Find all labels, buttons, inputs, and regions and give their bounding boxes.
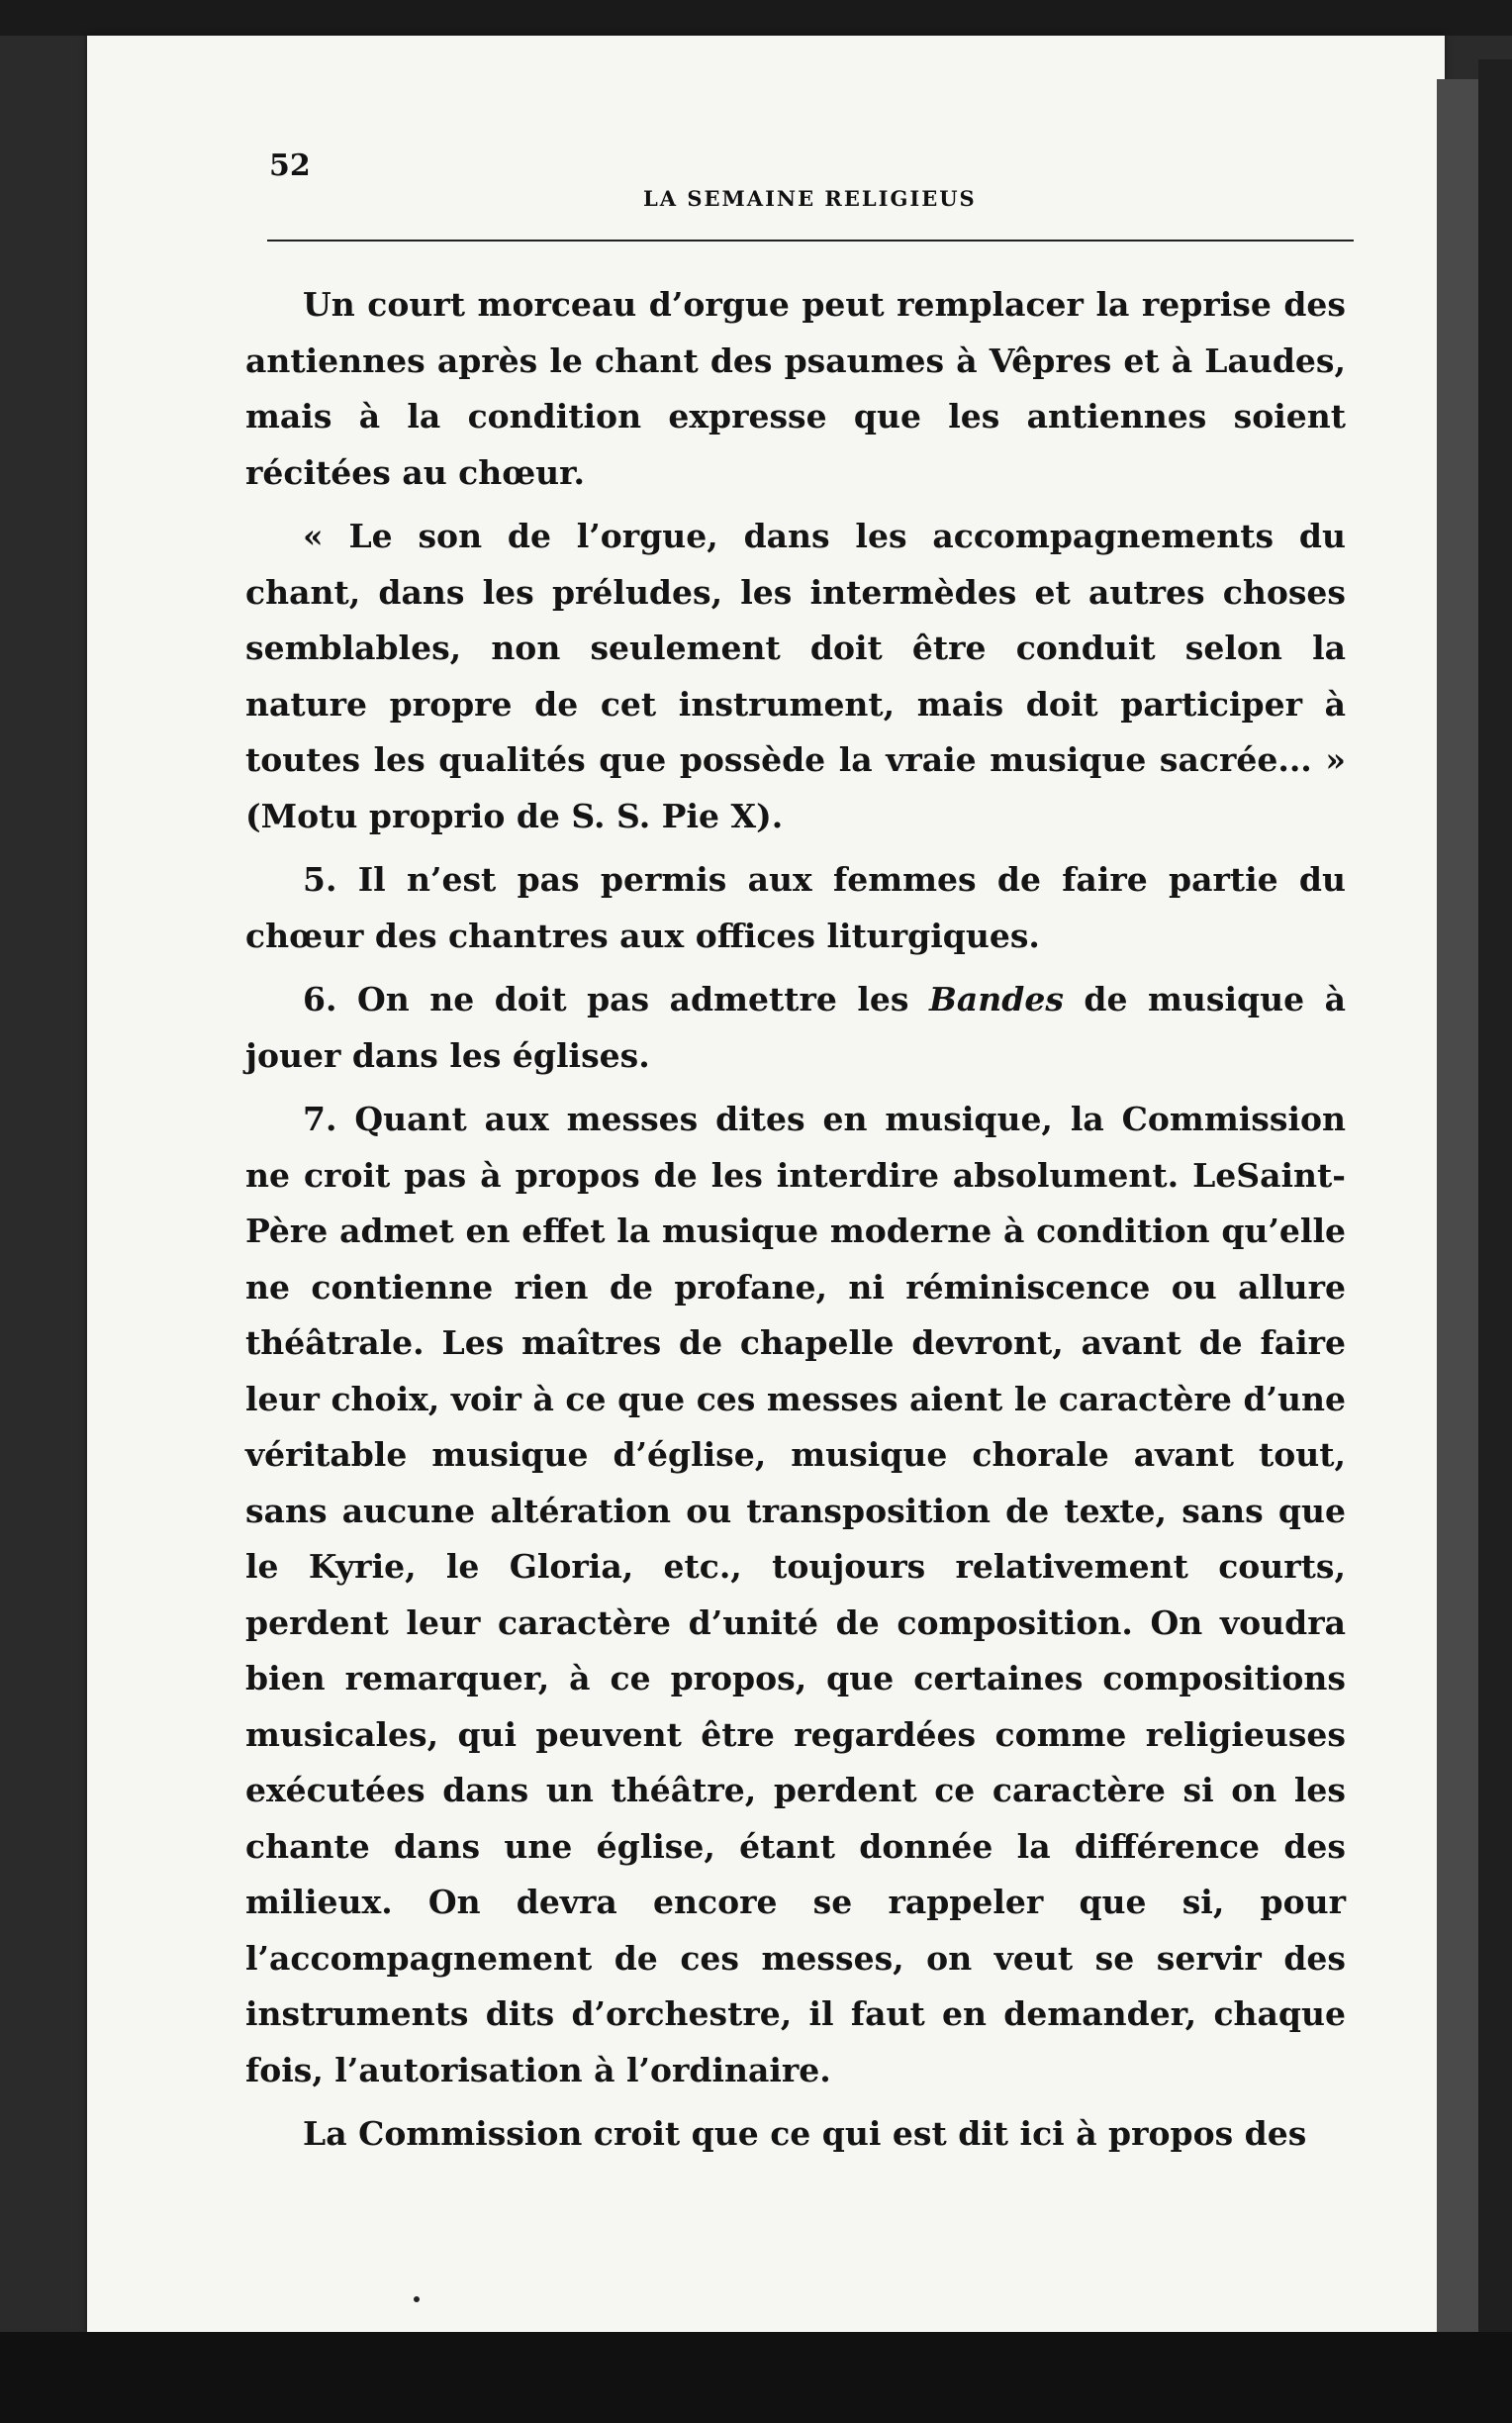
paragraph-item-7: 7. Quant aux messes dites en musique, la Commission ne croit pas à propos de les interdire absolument. LeSaint-Père admet en effet la musique moderne à condition qu’elle ne contienne rien de profane, ni réminiscence ou allure théâtrale. Les maîtres de chapelle devront, avant de faire leur choix, voir à ce que ces messes aient le caractère d’une véritable musique d’église, musique chorale avant tout, sans aucune altération ou transposition de texte, sans que le Kyrie, le Gloria, etc., toujours relativement courts, perdent leur caractère d’unité de composition. On voudra bien remarquer, à ce propos, que certaines compositions musicales, qui peuvent être regardées comme religieuses exécutées dans un théâtre, perdent ce caractère si on les chante dans une église, étant donnée la différence des milieux. On devra encore se rappeler que si, pour l’accompagnement de ces messes, on veut se servir des instruments dits d’orchestre, il faut en demander, chaque fois, l’autorisation à l’ordinaire. bbox=[245, 1100, 1346, 2089]
paragraph-item-6-emphasis: Bandes bbox=[929, 980, 1064, 1018]
paragraph-organ-antiphons: Un court morceau d’orgue peut remplacer la reprise des antiennes après le chant des psaumes à Vêpres et à Laudes, mais à la condition expresse que les antiennes soient récitées au chœur. bbox=[245, 285, 1346, 492]
running-title: LA SEMAINE RELIGIEUS bbox=[643, 186, 977, 211]
scan-border-top bbox=[0, 0, 1512, 36]
scan-border-right bbox=[1478, 59, 1512, 2336]
paragraph-item-6 bbox=[245, 972, 1346, 1084]
paragraph-item-6-end: de musique à jouer dans les églises. bbox=[245, 980, 1346, 1075]
paragraph-commission-continued: La Commission croit que ce qui est dit ici à propos des bbox=[303, 2114, 1307, 2153]
page-number: 52 bbox=[269, 148, 311, 183]
page-body bbox=[245, 277, 1346, 2171]
scan-border-bottom bbox=[0, 2332, 1512, 2423]
page-mark bbox=[414, 2296, 420, 2302]
paragraph-item-6-start: 6. On ne doit pas admettre les bbox=[303, 980, 929, 1018]
page-header bbox=[178, 148, 1356, 211]
paragraph-motu-proprio-quote: « Le son de l’orgue, dans les accompagnements du chant, dans les préludes, les intermèdes et autres choses semblables, non seulement doit être conduit selon la nature propre de cet instrument, mais doit participer à toutes les qualités que possède la vraie musique sacrée... » (Motu proprio de S. S. Pie X). bbox=[245, 517, 1346, 835]
book-spine-edge bbox=[1437, 79, 1478, 2336]
paragraph-item-5: 5. Il n’est pas permis aux femmes de faire partie du chœur des chantres aux offices liturgiques. bbox=[245, 860, 1346, 955]
header-rule bbox=[267, 240, 1354, 242]
